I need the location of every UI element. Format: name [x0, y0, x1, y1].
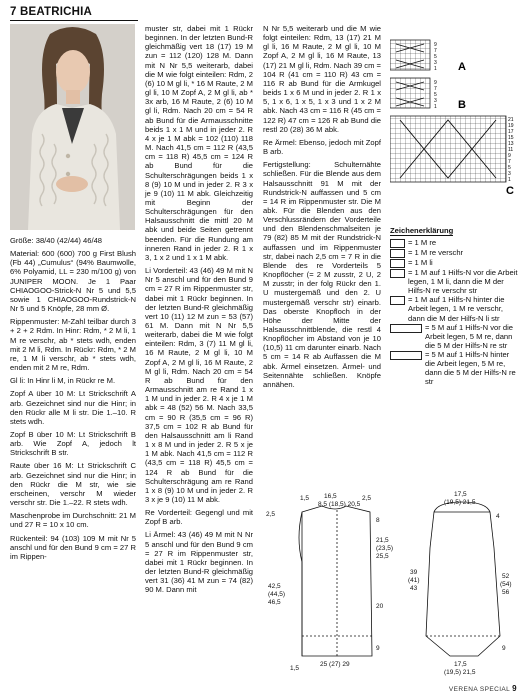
right-schema-left-c: 43 [410, 585, 418, 592]
size-paragraph: Größe: 38/40 (42/44) 46/48 [10, 236, 103, 245]
chart-c [390, 116, 514, 197]
chart-c-row-19: 19 [508, 123, 514, 129]
right-schema-right-top: 4 [496, 513, 500, 520]
left-schema-right-d: 25,5 [376, 553, 389, 560]
cable-back-symbol-icon [390, 351, 422, 360]
chart-a-label: A [458, 61, 466, 73]
legend-title: Zeichenerklärung [390, 226, 454, 235]
chart-b-row-1: 1 [434, 104, 437, 110]
finishing-paragraph: Fertigstellung: Schulternähte schließen. Für die Blende aus dem Halsausschnitt 91 M mit der Rundstrick-N auffassen und 5 cm = 14 R im Rippenmuster str. Die M abk. Für die Blenden aus den Verschlussrändern der Vorderteile und den Blendenschmalseiten je 79 (82) 85 M mit der Rundstrick-N auffassen und im Rippenmuster str, dabei nach 2,5 cm = 7 R in die Blende des re Vorderteils 5 Knopflöcher (= 2 M zusstr, 2 U, 2 M zusstr; in der folg Rückr den 1. U mustergemäß und den 2. U mustergemäß verschr str) einarb. Das oberste Knopfloch in der Höhe der Mitte der Halsausschnittblende, die restl 4 Knopflöcher im Abstand von je 10 (10,5) 11 cm darunter einarb. Nach 5 cm = 14 R ab Auffassen die M abk. Ärmel einsetzen. Ärmel- und Seitennähte schließen. Knöpfe annähen. [263, 160, 381, 389]
chart-c-row-3: 3 [508, 171, 511, 177]
chart-a-row-1: 1 [434, 66, 437, 72]
chart-c-row-5: 5 [508, 165, 511, 171]
right-schema-right-b: (54) [500, 581, 512, 588]
page-footer [449, 684, 517, 693]
right-schema-bottom-a: 17,5 [454, 661, 467, 668]
legend-item: = 1 M auf 1 Hilfs-N vor die Arbeit legen, 1 M li, dann die M der Hilfs-N re verschr str [390, 268, 518, 295]
left-schema-right-b: 21,5 [376, 537, 389, 544]
chart-b-row-9: 9 [434, 80, 437, 86]
left-schema-right-e: 20 [376, 603, 384, 610]
chart-c-row-17: 17 [508, 129, 514, 135]
right-schema-right-c: 56 [502, 589, 510, 596]
chart-c-row-13: 13 [508, 141, 514, 147]
chart-b-row-7: 7 [434, 86, 437, 92]
text-column-3 [263, 24, 381, 393]
legend-item: = 5 M auf 1 Hilfs-N vor die Arbeit legen, 5 M re, dann die 5 M der Hilfs-N re str [390, 323, 518, 350]
left-schema-left-mid: 42,5 [268, 583, 281, 590]
cable-a-paragraph: Zopf A über 10 M: Lt Strickschrift A arb. Gezeichnet sind nur die Hinr; in den Rückr alle M li str. Die 1.–10. R stets wdh. [10, 389, 136, 426]
back-continued-paragraph: muster str, dabei mit 1 Rückr beginnen. In der letzten Bund-R gleichmäßig vert 18 (17) 19 M zun = 112 (120) 128 M. Dann mit N Nr 5,5 weiterarb, dabei die M wie folgt einteilen: Rdm, 2 (6) 10 M gl li, * 16 M Raute, 2 M gl li, 10 M Zopf A, 2 M gl li, ab * 3x arb, 16 M Raute, 2 (6) 10 M gl li, Rdm. Nach 20 cm = 54 R ab Bund für die Armausschnitte beids 1 x 1 M und in jeder 2. R 4 x je 1 M abk = 102 (110) 118 M. Nach 41,5 cm = 112 R (43,5 cm = 118 R) 45,5 cm = 124 R ab Bund für die Schulterschrägungen beids 1 x 8 (9) 10 M und in jeder 2. R 3 x je 9 (10) 11 M abk. Gleichzeitig mit Beginn der Schulterschrägungen für den Halsausschnitt die mittl 20 M abk und beide Seiten getrennt beenden. Für die Rundung am inneren Rand in jeder 2. R 1 x 3, 1 x 2 und 1 x 1 M abk. [145, 24, 253, 262]
model-photo [10, 24, 135, 230]
chart-b-label: B [458, 99, 466, 111]
purl-symbol-icon [390, 259, 405, 268]
left-schema-right-f: 9 [376, 645, 380, 652]
cable-b-paragraph: Zopf B über 10 M: Lt Strickschrift B arb. Wie Zopf A, jedoch lt Strickschrift B str. [10, 429, 136, 458]
legend-item: = 1 M re verschr [390, 248, 518, 258]
diamond-paragraph: Raute über 16 M: Lt Strickschrift C arb. Gezeichnet sind nur die Hinr; in den Rückr die M str, wie sie erscheinen, verschr M wieder verschr str. Die 1.–22. R stets wdh. [10, 461, 136, 508]
legend-item: = 1 M li [390, 258, 518, 268]
left-schema-top-c: 8,5 (18,5) 20,5 [318, 501, 361, 508]
right-schema-right-a: 52 [502, 573, 510, 580]
chart-b [390, 78, 466, 111]
sleeve-continued-paragraph: N Nr 5,5 weiterarb und die M wie folgt einteilen: Rdm, 13 (17) 21 M gl li, 16 M Raute, 2 M gl li, 10 M Zopf A, 2 M gl li, 16 M Raute, 13 (17) 21 M gl li, Rdm. Nach 39 cm = 104 R (41 cm = 110 R) 43 cm = 116 R ab Bund für die Armkugel beids 1 x 6 M und in jeder 2. R 1 x 5, 1 x 6, 1 x 5, 1 x 3 und 1 x 2 M abk. Nach 43 cm = 116 R (45 cm = 122 R) 47 cm = 126 R ab Bund die restl 20 (28) 36 M abk. [263, 24, 381, 134]
chart-c-row-15: 15 [508, 135, 514, 141]
text-column-1 [10, 236, 136, 565]
footer-brand: VERENA SPECIAL [448, 686, 510, 693]
chart-c-row-11: 11 [508, 147, 514, 153]
text-column-2 [145, 24, 253, 599]
chart-b-row-3: 3 [434, 98, 437, 104]
left-schema-top-a: 1,5 [300, 495, 310, 502]
right-schema-top-b: (19,5) 21,5 [444, 499, 476, 506]
chart-c-row-1: 1 [508, 177, 511, 183]
knit-twisted-symbol-icon [390, 249, 405, 258]
right-sleeve-paragraph: Re Ärmel: Ebenso, jedoch mit Zopf B arb. [263, 137, 381, 157]
chart-c-row-9: 9 [508, 153, 511, 159]
chart-a-row-3: 3 [434, 60, 437, 66]
symbol-legend [390, 226, 518, 386]
left-front-paragraph: Li Vorderteil: 43 (46) 49 M mit N Nr 5 anschl und für den Bund 9 cm = 27 R im Rippenmuster str, dabei mit 1 Rückr beginnen. In der letzten Bund-R gleichmäßig vert 10 (11) 12 M zun = 53 (57) 61 M. Dann mit N Nr 5,5 weiterarb, dabei die M wie folgt einteilen: Rdm, 3 (7) 11 M gl li, 16 M Raute, 2 M gl li, 10 M Zopf A, 2 M gl li, 16 M Raute, 2 M gl li, Rdm. Nach 20 cm = 54 R ab Bund für den Armausschnitt am re Rand 1 x 1 M und in jeder 2. R 4 x je 1 M abk = 48 (52) 56 M. Nach 33,5 cm = 90 R (35,5 cm = 96 R) 37,5 cm = 102 R ab Bund für den Halsausschnitt am li Rand 1 x 8 M und in jeder 2. R 5 x je 1 M abk. Nach 41,5 cm = 112 R (43,5 cm = 118 R) 45,5 cm = 124 R ab Bund für die Schulterschrägung am re Rand 1 x 8 (9) 10 M und in jeder 2. R 3 x je 9 (10) 11 M abk. [145, 266, 253, 504]
cable-front-symbol-icon [390, 324, 422, 333]
knit-symbol-icon [390, 239, 405, 248]
right-schema-top-a: 17,5 [454, 491, 467, 498]
cross-left-symbol-icon [390, 269, 405, 278]
gauge-paragraph: Maschenprobe im Durchschnitt: 21 M und 27 R = 10 x 10 cm. [10, 511, 136, 530]
chart-a-row-9: 9 [434, 42, 437, 48]
knitting-charts [390, 38, 518, 229]
material-paragraph: Material: 600 (600) 700 g First Blush (Fb 44) „Cumulus“ (94% Baumwolle, 6% Polyamid, LL = 230 m/100 g) von JUNIPER MOON. Je 1 Paar CHIAOGOO-Strick-N Nr 5 und 5,5 sowie 1 CHIAOGOO-Rundstrick-N Nr 5 und 5 Knöpfe, 28 mm Ø. [10, 249, 136, 314]
chart-c-label: C [506, 185, 514, 197]
chart-a-row-7: 7 [434, 48, 437, 54]
left-schema-right-a: 8 [376, 517, 380, 524]
left-schema-bottom-b: 25 (27) 29 [320, 661, 350, 668]
page-number: 9 [512, 684, 517, 693]
page-title: 7 BEATRICHIA [10, 6, 93, 18]
left-schema-right-c: (23,5) [376, 545, 393, 552]
chart-a [390, 40, 466, 73]
cross-right-symbol-icon [390, 296, 405, 305]
right-schema-left-a: 39 [410, 569, 418, 576]
right-schema-left-b: (41) [408, 577, 420, 584]
chart-c-row-21: 21 [508, 117, 514, 123]
stockinette-paragraph: Gl li: In Hinr li M, in Rückr re M. [10, 376, 116, 386]
left-schema-top-d: 2,5 [362, 495, 372, 502]
left-schema-left-mid2: (44,5) [268, 591, 285, 598]
legend-item: = 5 M auf 1 Hilfs-N hinter die Arbeit legen, 5 M re, dann die 5 M der Hilfs-N re str [390, 350, 518, 386]
chart-b-row-5: 5 [434, 92, 437, 98]
chart-c-row-7: 7 [508, 159, 511, 165]
chart-a-row-5: 5 [434, 54, 437, 60]
back-paragraph: Rückenteil: 94 (103) 109 M mit Nr 5 anschl und für den Bund 9 cm = 27 R im Rippen- [10, 533, 136, 561]
title-divider [10, 20, 138, 21]
legend-item: = 1 M auf 1 Hilfs-N hinter die Arbeit legen, 1 M re verschr, dann die M der Hilfs-N li str [390, 295, 518, 322]
model-photo-illustration [10, 24, 135, 230]
legend-item: = 1 M re [390, 238, 518, 248]
schematics [262, 488, 520, 678]
right-front-paragraph: Re Vorderteil: Gegengl und mit Zopf B arb. [145, 508, 253, 527]
left-schema-left-mid3: 46,5 [268, 599, 281, 606]
left-schema-left-top: 2,5 [266, 511, 276, 518]
charts-svg [390, 38, 518, 224]
left-schema-bottom-a: 1,5 [290, 665, 300, 672]
right-schema-bottom-b: (19,5) 21,5 [444, 669, 476, 676]
rib-pattern-paragraph: Rippenmuster: M-Zahl teilbar durch 3 + 2 + 2 Rdm. In Hinr: Rdm, * 2 M li, 1 M re verschr, ab * stets wdh, enden mit 2 M li, Rdm. In Rückr: Rdm, * 2 M re, 1 M li verschr, ab * stets wdh, enden mit 2 M re, Rdm. [10, 317, 136, 373]
left-sleeve-paragraph: Li Ärmel: 43 (46) 49 M mit N Nr 5 anschl und für den Bund 9 cm = 27 R im Rippenmuster str, dabei mit 1 Rückr beginnen. In der letzten Bund-R gleichmäßig vert 31 (36) 41 M zun = 74 (82) 90 M. Dann mit [145, 530, 253, 595]
left-schema-top-b: 16,5 [324, 493, 337, 500]
right-schema-right-bot: 9 [502, 645, 506, 652]
